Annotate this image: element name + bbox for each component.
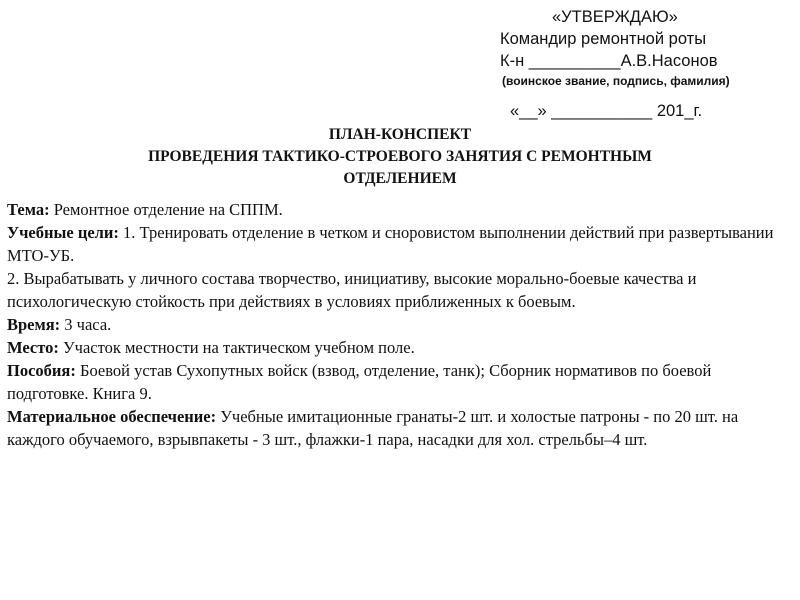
approval-title: «УТВЕРЖДАЮ»: [552, 8, 678, 26]
time-label: Время:: [7, 315, 61, 334]
place-text: Участок местности на тактическом учебном поле.: [58, 338, 415, 357]
heading-line-1: ПЛАН-КОНСПЕКТ: [328, 126, 472, 143]
topic-paragraph: [7, 198, 793, 221]
materials-paragraph: [7, 405, 793, 451]
approval-position: Командир ремонтной роты: [500, 30, 707, 48]
goals-label: Учебные цели:: [7, 223, 119, 242]
manuals-label: Пособия:: [7, 361, 76, 380]
topic-label: Тема:: [7, 200, 50, 219]
manuals-text: Боевой устав Сухопутных войск (взвод, отделение, танк); Сборник нормативов по боевой подготовке. Книга 9.: [7, 361, 712, 403]
time-text: 3 часа.: [60, 315, 112, 334]
manuals-paragraph: [7, 359, 793, 405]
materials-label: Материальное обеспечение:: [7, 407, 217, 426]
document-body: [7, 198, 793, 451]
materials-text: Учебные имитационные гранаты-2 шт. и холостые патроны - по 20 шт. на каждого обучаемого, взрывпакеты - 3 шт., флажки-1 пара, насадки для хол. стрельбы–4 шт.: [7, 407, 739, 449]
goals-text-2: 2. Вырабатывать у личного состава творчество, инициативу, высокие морально-боевые качества и психологическую стойкость при действиях в условиях приближенных к боевым.: [7, 269, 697, 311]
heading-line-3: ОТДЕЛЕНИЕМ: [343, 170, 457, 187]
approval-signature-line: К-н __________А.В.Насонов: [500, 52, 718, 70]
topic-text: Ремонтное отделение на СППМ.: [49, 200, 283, 219]
place-label: Место:: [7, 338, 59, 357]
goals-text-1: 1. Тренировать отделение в четком и сноровистом выполнении действий при развертывании МТО-УБ.: [7, 223, 774, 265]
approval-caption: (воинское звание, подпись, фамилия): [502, 74, 730, 88]
goals-paragraph: [7, 221, 793, 267]
approval-date-line: «__» ___________ 201_г.: [510, 102, 703, 120]
time-paragraph: [7, 313, 793, 336]
approval-block: [480, 6, 780, 122]
place-paragraph: [7, 336, 793, 359]
goals-paragraph-2: [7, 267, 793, 313]
document-heading: [0, 124, 800, 190]
heading-line-2: ПРОВЕДЕНИЯ ТАКТИКО-СТРОЕВОГО ЗАНЯТИЯ С РЕМОНТНЫМ: [148, 148, 652, 165]
